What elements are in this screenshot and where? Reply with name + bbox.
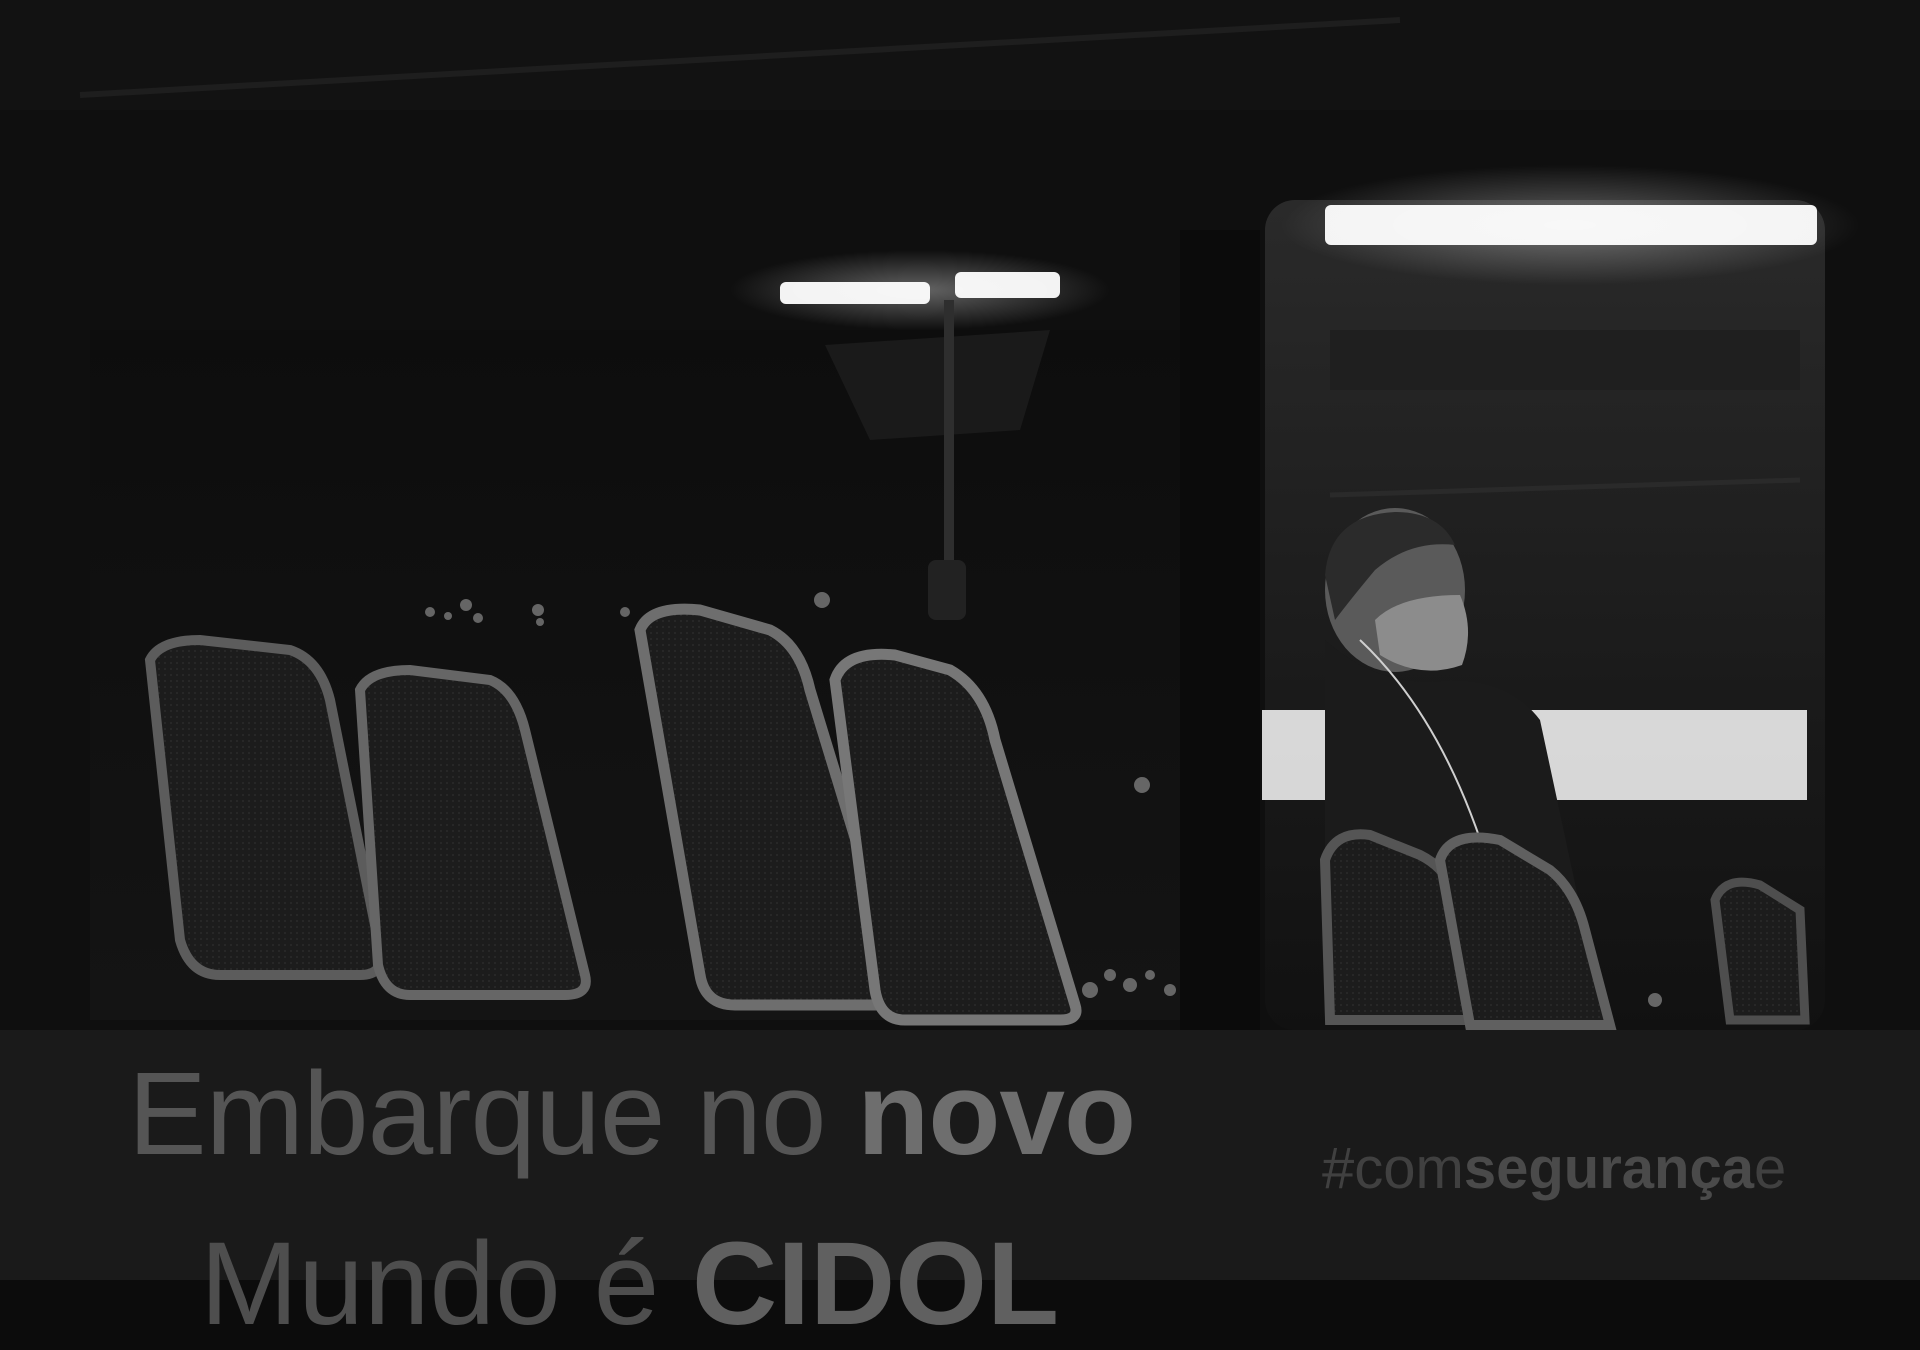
slogan-line2-light: Mundo é [200, 1218, 692, 1350]
hashtag-prefix: #com [1322, 1136, 1464, 1201]
hashtag-bold: segurança [1463, 1136, 1754, 1201]
hashtag-suffix: e [1753, 1136, 1787, 1201]
window-pillar [1180, 230, 1260, 1030]
hand-strap [928, 560, 966, 620]
seat-7 [1715, 882, 1805, 1020]
slogan-bold-text: novo [857, 1048, 1136, 1180]
rack-right [1330, 330, 1800, 390]
light-glow-left [730, 250, 1110, 330]
slogan-light-text: Embarque no [128, 1048, 858, 1180]
slogan-line-1 [128, 1048, 1136, 1180]
slogan-line2-bold: CIDOL [692, 1218, 1060, 1350]
hashtag-text [1322, 1136, 1787, 1201]
light-glow-right [1280, 165, 1860, 285]
slogan-line-2 [200, 1218, 1060, 1350]
grab-pole [944, 300, 954, 600]
bus-roof-edge [0, 0, 1920, 110]
